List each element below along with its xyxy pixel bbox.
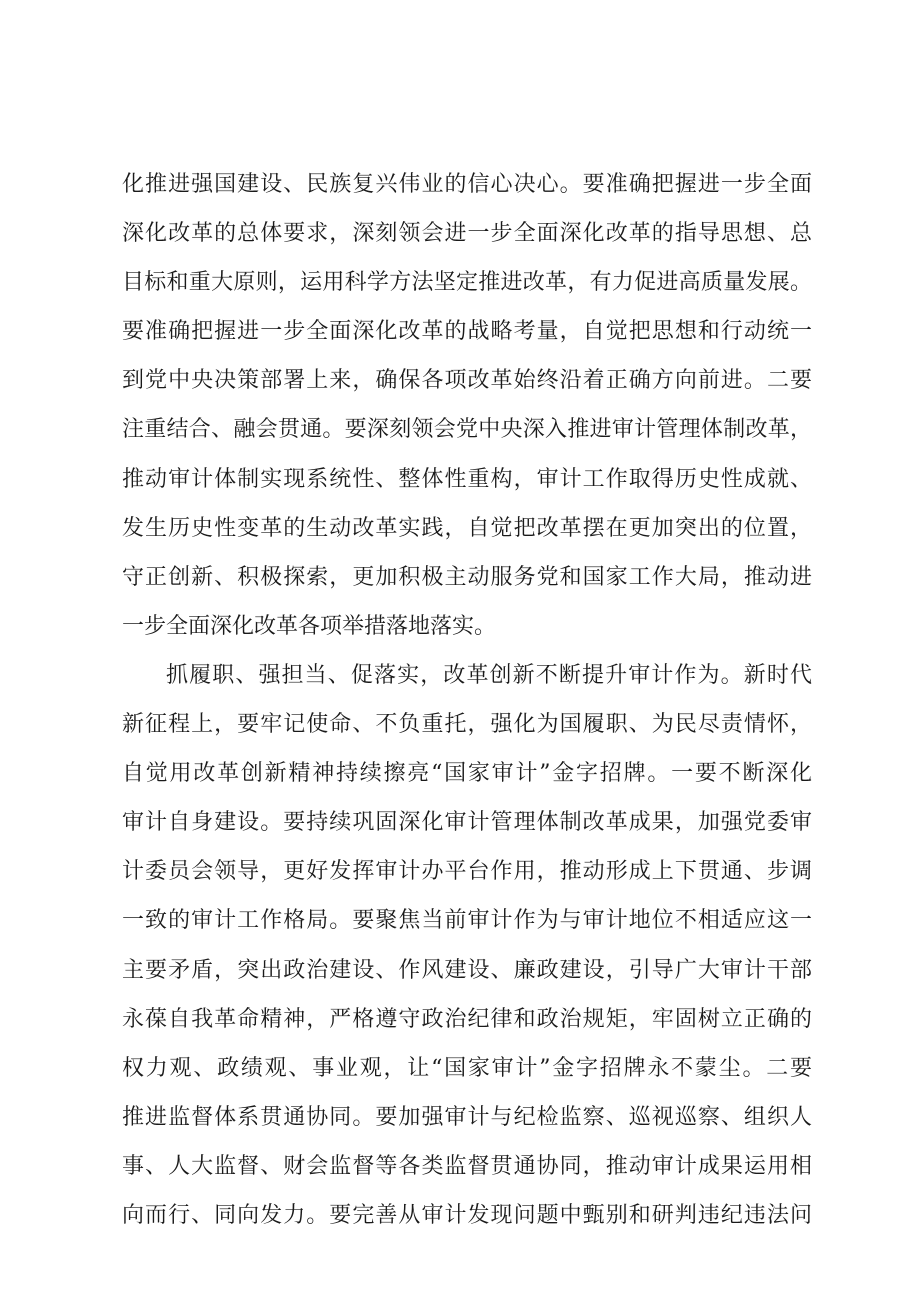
text-line: 推动审计体制实现系统性、整体性重构，审计工作取得历史性成就、 <box>122 466 812 492</box>
text-line: 化推进强国建设、民族复兴伟业的信心决心。要准确把握进一步全面 <box>122 172 812 197</box>
text-line: 一致的审计工作格局。要聚焦当前审计作为与审计地位不相适应这一 <box>122 908 812 934</box>
text-line: 新征程上，要牢记使命、不负重托，强化为国履职、为民尽责情怀， <box>122 712 812 738</box>
text-line: 抓履职、强担当、促落实，改革创新不断提升审计作为。新时代 <box>166 662 812 688</box>
text-line: 深化改革的总体要求，深刻领会进一步全面深化改革的指导思想、总 <box>122 221 812 247</box>
text-line: 一步全面深化改革各项举措落地落实。 <box>122 613 497 639</box>
text-line: 事、人大监督、财会监督等各类监督贯通协同，推动审计成果运用相 <box>122 1153 812 1179</box>
body-text <box>122 160 812 1240</box>
text-line: 目标和重大原则，运用科学方法坚定推进改革，有力促进高质量发展。 <box>122 270 812 296</box>
paragraph-1 <box>122 160 812 651</box>
text-line: 到党中央决策部署上来，确保各项改革始终沿着正确方向前进。二要 <box>122 368 812 394</box>
text-line: 审计自身建设。要持续巩固深化审计管理体制改革成果，加强党委审 <box>122 810 812 836</box>
paragraph-2 <box>122 651 812 1240</box>
text-line: 主要矛盾，突出政治建设、作风建设、廉政建设，引导广大审计干部 <box>122 957 812 983</box>
text-line: 计委员会领导，更好发挥审计办平台作用，推动形成上下贯通、步调 <box>122 859 812 885</box>
text-line: 推进监督体系贯通协同。要加强审计与纪检监察、巡视巡察、组织人 <box>122 1104 812 1130</box>
text-line: 要准确把握进一步全面深化改革的战略考量，自觉把思想和行动统一 <box>122 319 812 345</box>
text-line: 向而行、同向发力。要完善从审计发现问题中甄别和研判违纪违法问 <box>122 1202 812 1228</box>
text-line: 发生历史性变革的生动改革实践，自觉把改革摆在更加突出的位置， <box>122 515 812 541</box>
text-line: 注重结合、融会贯通。要深刻领会党中央深入推进审计管理体制改革， <box>122 417 812 443</box>
text-line: 自觉用改革创新精神持续擦亮“国家审计”金字招牌。一要不断深化 <box>122 761 812 787</box>
text-line: 守正创新、积极探索，更加积极主动服务党和国家工作大局，推动进 <box>122 564 812 590</box>
text-line: 权力观、政绩观、事业观，让“国家审计”金字招牌永不蒙尘。二要 <box>122 1055 812 1081</box>
text-line: 永葆自我革命精神，严格遵守政治纪律和政治规矩，牢固树立正确的 <box>122 1006 812 1032</box>
